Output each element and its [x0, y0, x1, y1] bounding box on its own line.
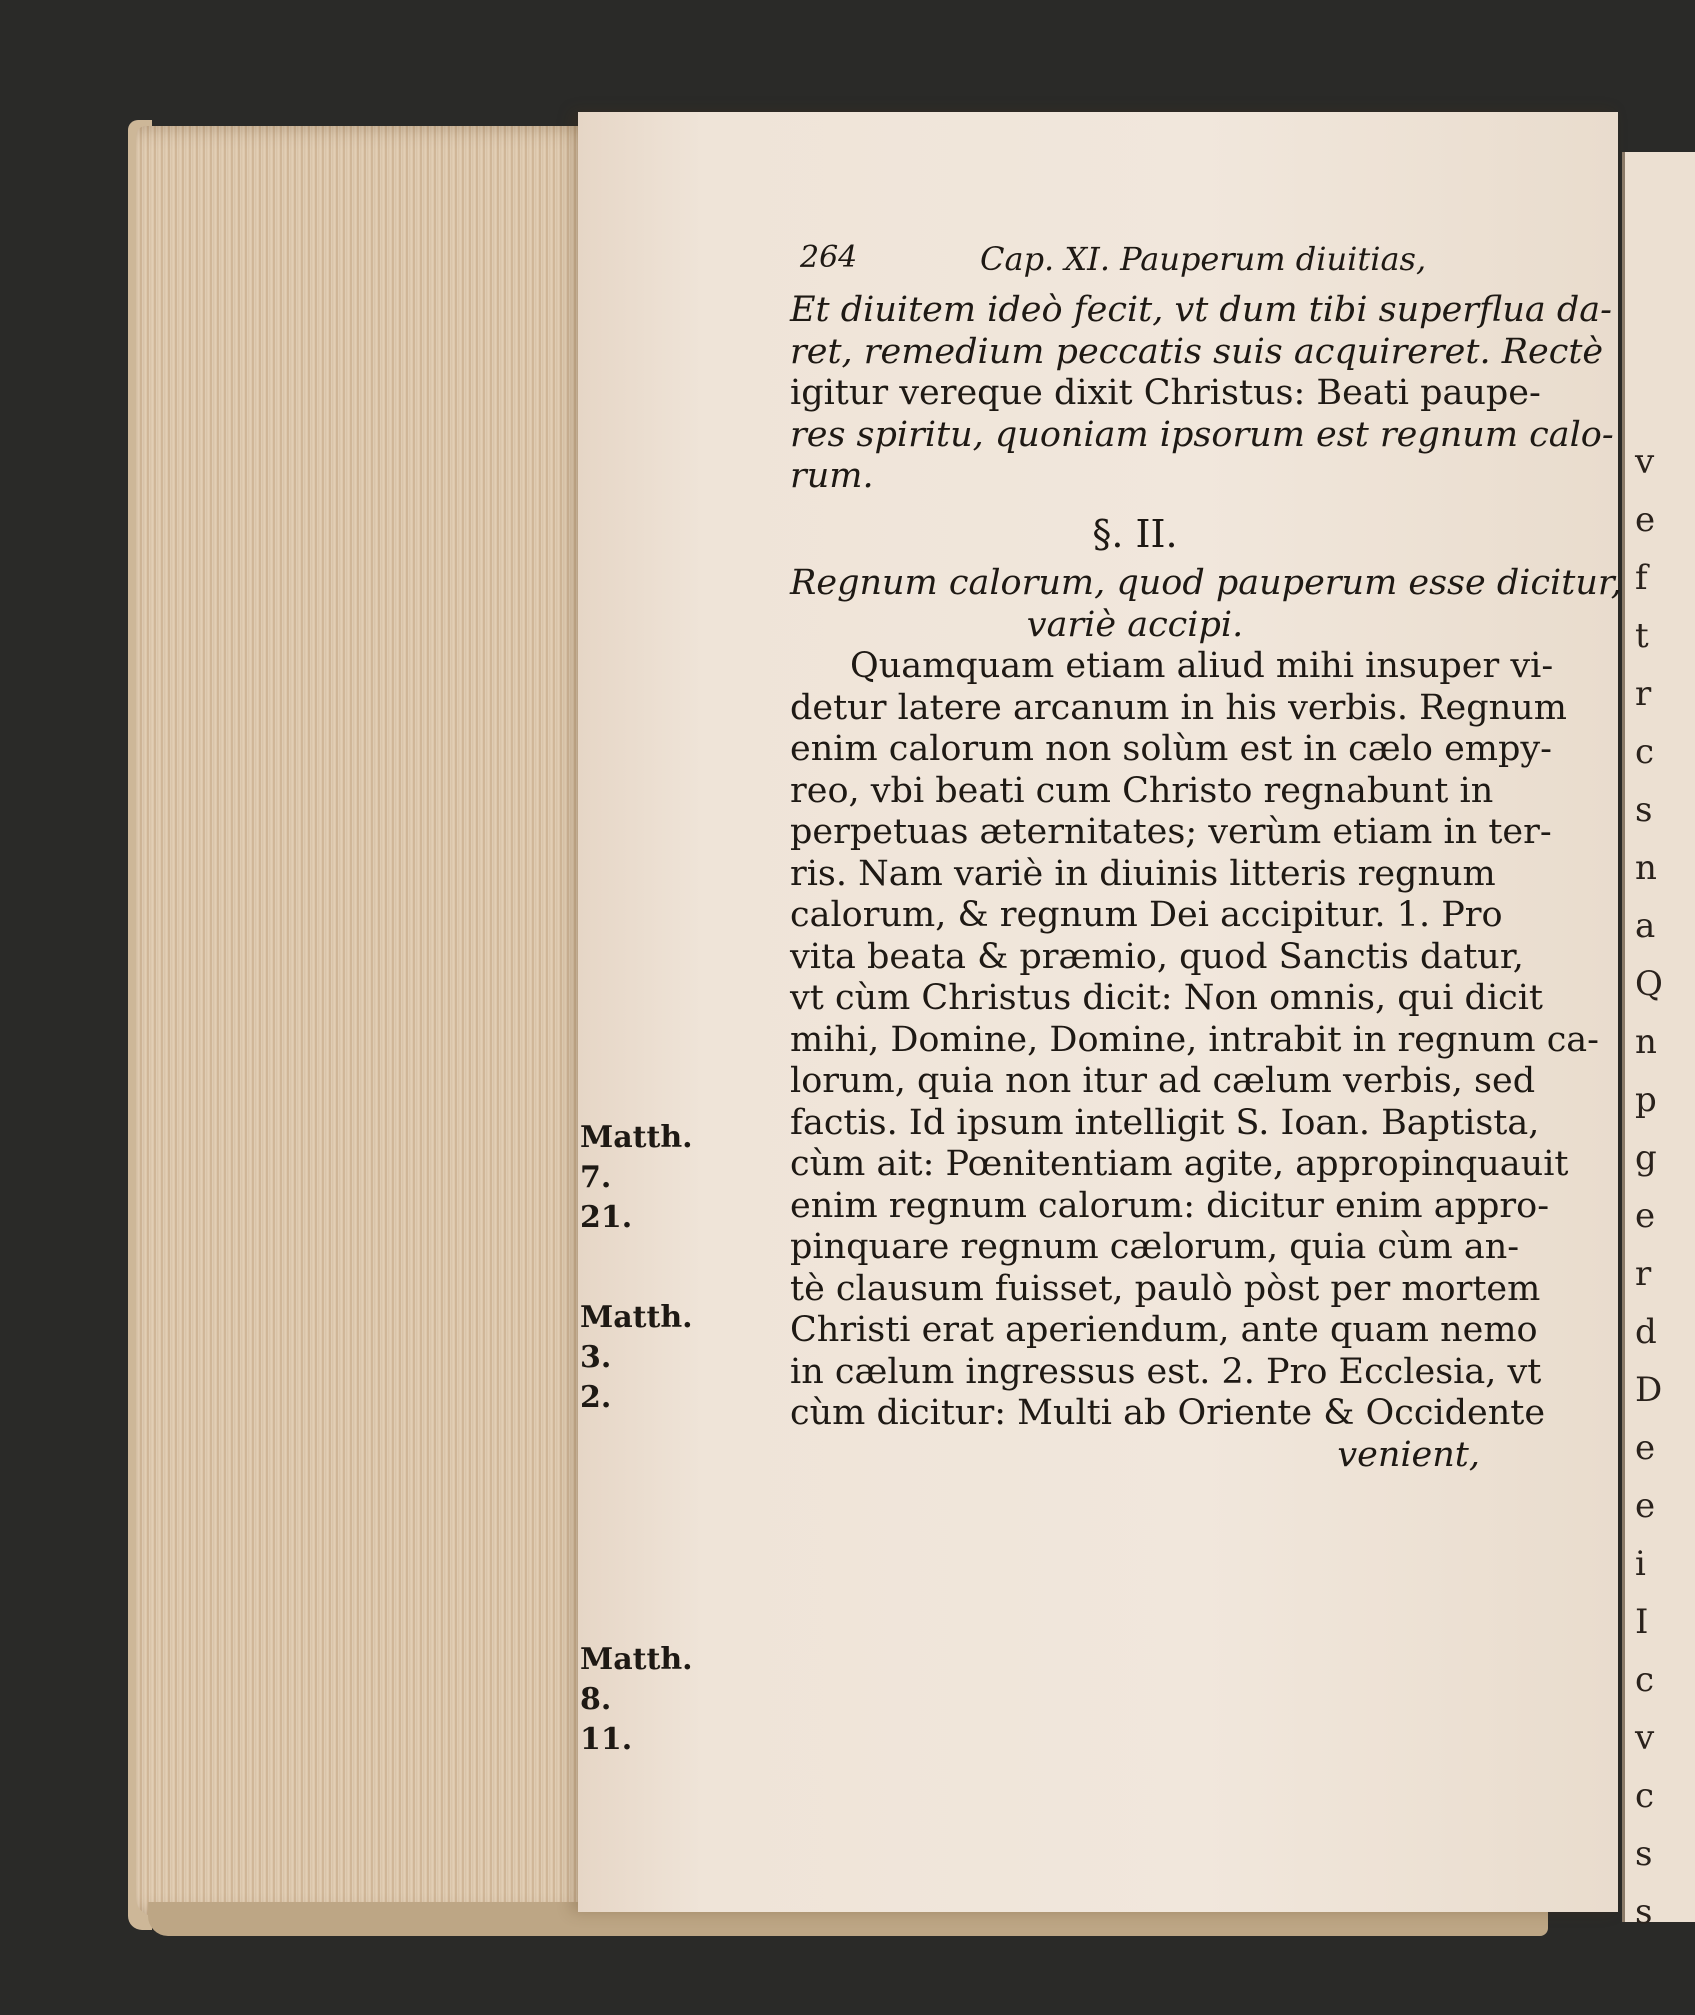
margin-note-ref: Matth. 3.	[580, 1300, 693, 1375]
right-page-letter: c	[1635, 732, 1655, 772]
right-page-letter: e	[1635, 1486, 1656, 1526]
catchword: venient,	[1337, 1434, 1480, 1475]
right-page-letter: D	[1635, 1370, 1663, 1410]
right-page-letter: r	[1635, 1254, 1652, 1294]
right-page-letter: d	[1635, 1312, 1657, 1352]
text-line: cùm dicitur: Multi ab Oriente & Occidente	[790, 1393, 1546, 1433]
text-line: res spiritu, quoniam ipsorum est regnum calo-	[790, 414, 1614, 455]
text-line: Quamquam etiam aliud mihi insuper vi-	[850, 646, 1554, 686]
right-page-letter: c	[1635, 1660, 1655, 1700]
right-page-letter: v	[1635, 442, 1655, 482]
margin-note-ref: Matth. 8.	[580, 1642, 693, 1717]
running-title: Cap. XI. Pauperum diuitias,	[980, 240, 1427, 278]
text-line: Christi erat aperiendum, ante quam nemo	[790, 1310, 1538, 1350]
margin-note	[580, 1640, 730, 1760]
text-line: Et diuitem ideò fecit, vt dum tibi superflua da-	[790, 290, 1612, 330]
text-line: tè clausum fuisset, paulò pòst per mortem	[790, 1268, 1541, 1309]
text-line: rum.	[790, 456, 874, 496]
section-title: Regnum calorum, quod pauperum esse dicitur,	[790, 563, 1622, 603]
text-line: in cælum ingressus est. 2. Pro Ecclesia, vt	[790, 1351, 1542, 1392]
text-line: perpetuas æternitates; verùm etiam in ter-	[790, 812, 1552, 852]
right-page-letter: n	[1635, 1022, 1657, 1062]
right-page-letter: p	[1635, 1080, 1657, 1120]
margin-note	[580, 1118, 730, 1238]
text-line: pinquare regnum cælorum, quia cùm an-	[790, 1227, 1520, 1267]
text-line: calorum, & regnum Dei accipitur. 1. Pro	[790, 895, 1503, 935]
right-page-letter: c	[1635, 1776, 1655, 1816]
margin-note-ref: 2.	[580, 1380, 612, 1415]
right-page-edge	[1622, 152, 1695, 1932]
right-page-letter: a	[1635, 906, 1656, 946]
right-page-letter: f	[1635, 558, 1648, 598]
right-page-letter: t	[1635, 616, 1649, 656]
text-line: cùm ait: Pœnitentiam agite, appropinquauit	[790, 1144, 1569, 1184]
text-line: factis. Id ipsum intelligit S. Ioan. Baptista,	[790, 1102, 1540, 1143]
right-page-letter: v	[1635, 1718, 1655, 1758]
running-header	[800, 240, 1480, 284]
text-line: lorum, quia non itur ad cælum verbis, sed	[790, 1061, 1536, 1101]
text-line: igitur vereque dixit Christus: Beati paupe-	[790, 373, 1541, 413]
right-page-letter: i	[1635, 1544, 1646, 1584]
margin-note-ref: 21.	[580, 1200, 633, 1235]
page-fore-edge	[136, 126, 606, 1916]
margin-note	[580, 1298, 730, 1418]
page-text	[790, 290, 1622, 1476]
right-page-letter: e	[1635, 500, 1656, 540]
right-page-letter: g	[1635, 1138, 1657, 1178]
text-line: vt cùm Christus dicit: Non omnis, qui dicit	[790, 978, 1543, 1018]
right-page-letter: I	[1635, 1602, 1649, 1642]
text-line: ret, remedium peccatis suis acquireret. Rectè	[790, 331, 1604, 372]
right-page-letter: Q	[1635, 964, 1663, 1004]
right-page-letter: s	[1635, 1892, 1653, 1932]
right-page-letter: s	[1635, 1834, 1653, 1874]
section-title: variè accipi.	[1026, 604, 1244, 645]
text-line: mihi, Domine, Domine, intrabit in regnum ca-	[790, 1019, 1599, 1060]
text-line: reo, vbi beati cum Christo regnabunt in	[790, 770, 1494, 811]
text-line: enim regnum calorum: dicitur enim appro-	[790, 1185, 1550, 1226]
right-page-letter: n	[1635, 848, 1657, 888]
margin-note-ref: 11.	[580, 1722, 633, 1757]
right-page-letter: r	[1635, 674, 1652, 714]
text-line: enim calorum non solùm est in cælo empy-	[790, 729, 1552, 769]
text-line: vita beata & præmio, quod Sanctis datur,	[790, 936, 1524, 977]
right-page-letter: s	[1635, 790, 1653, 830]
margin-note-ref: Matth. 7.	[580, 1120, 693, 1195]
section-number: §. II.	[1092, 511, 1178, 556]
right-page-letter: e	[1635, 1428, 1656, 1468]
right-page-letter: e	[1635, 1196, 1656, 1236]
page-number: 264	[800, 240, 858, 275]
text-line: ris. Nam variè in diuinis litteris regnum	[790, 853, 1496, 894]
text-line: detur latere arcanum in his verbis. Regnum	[790, 687, 1567, 728]
